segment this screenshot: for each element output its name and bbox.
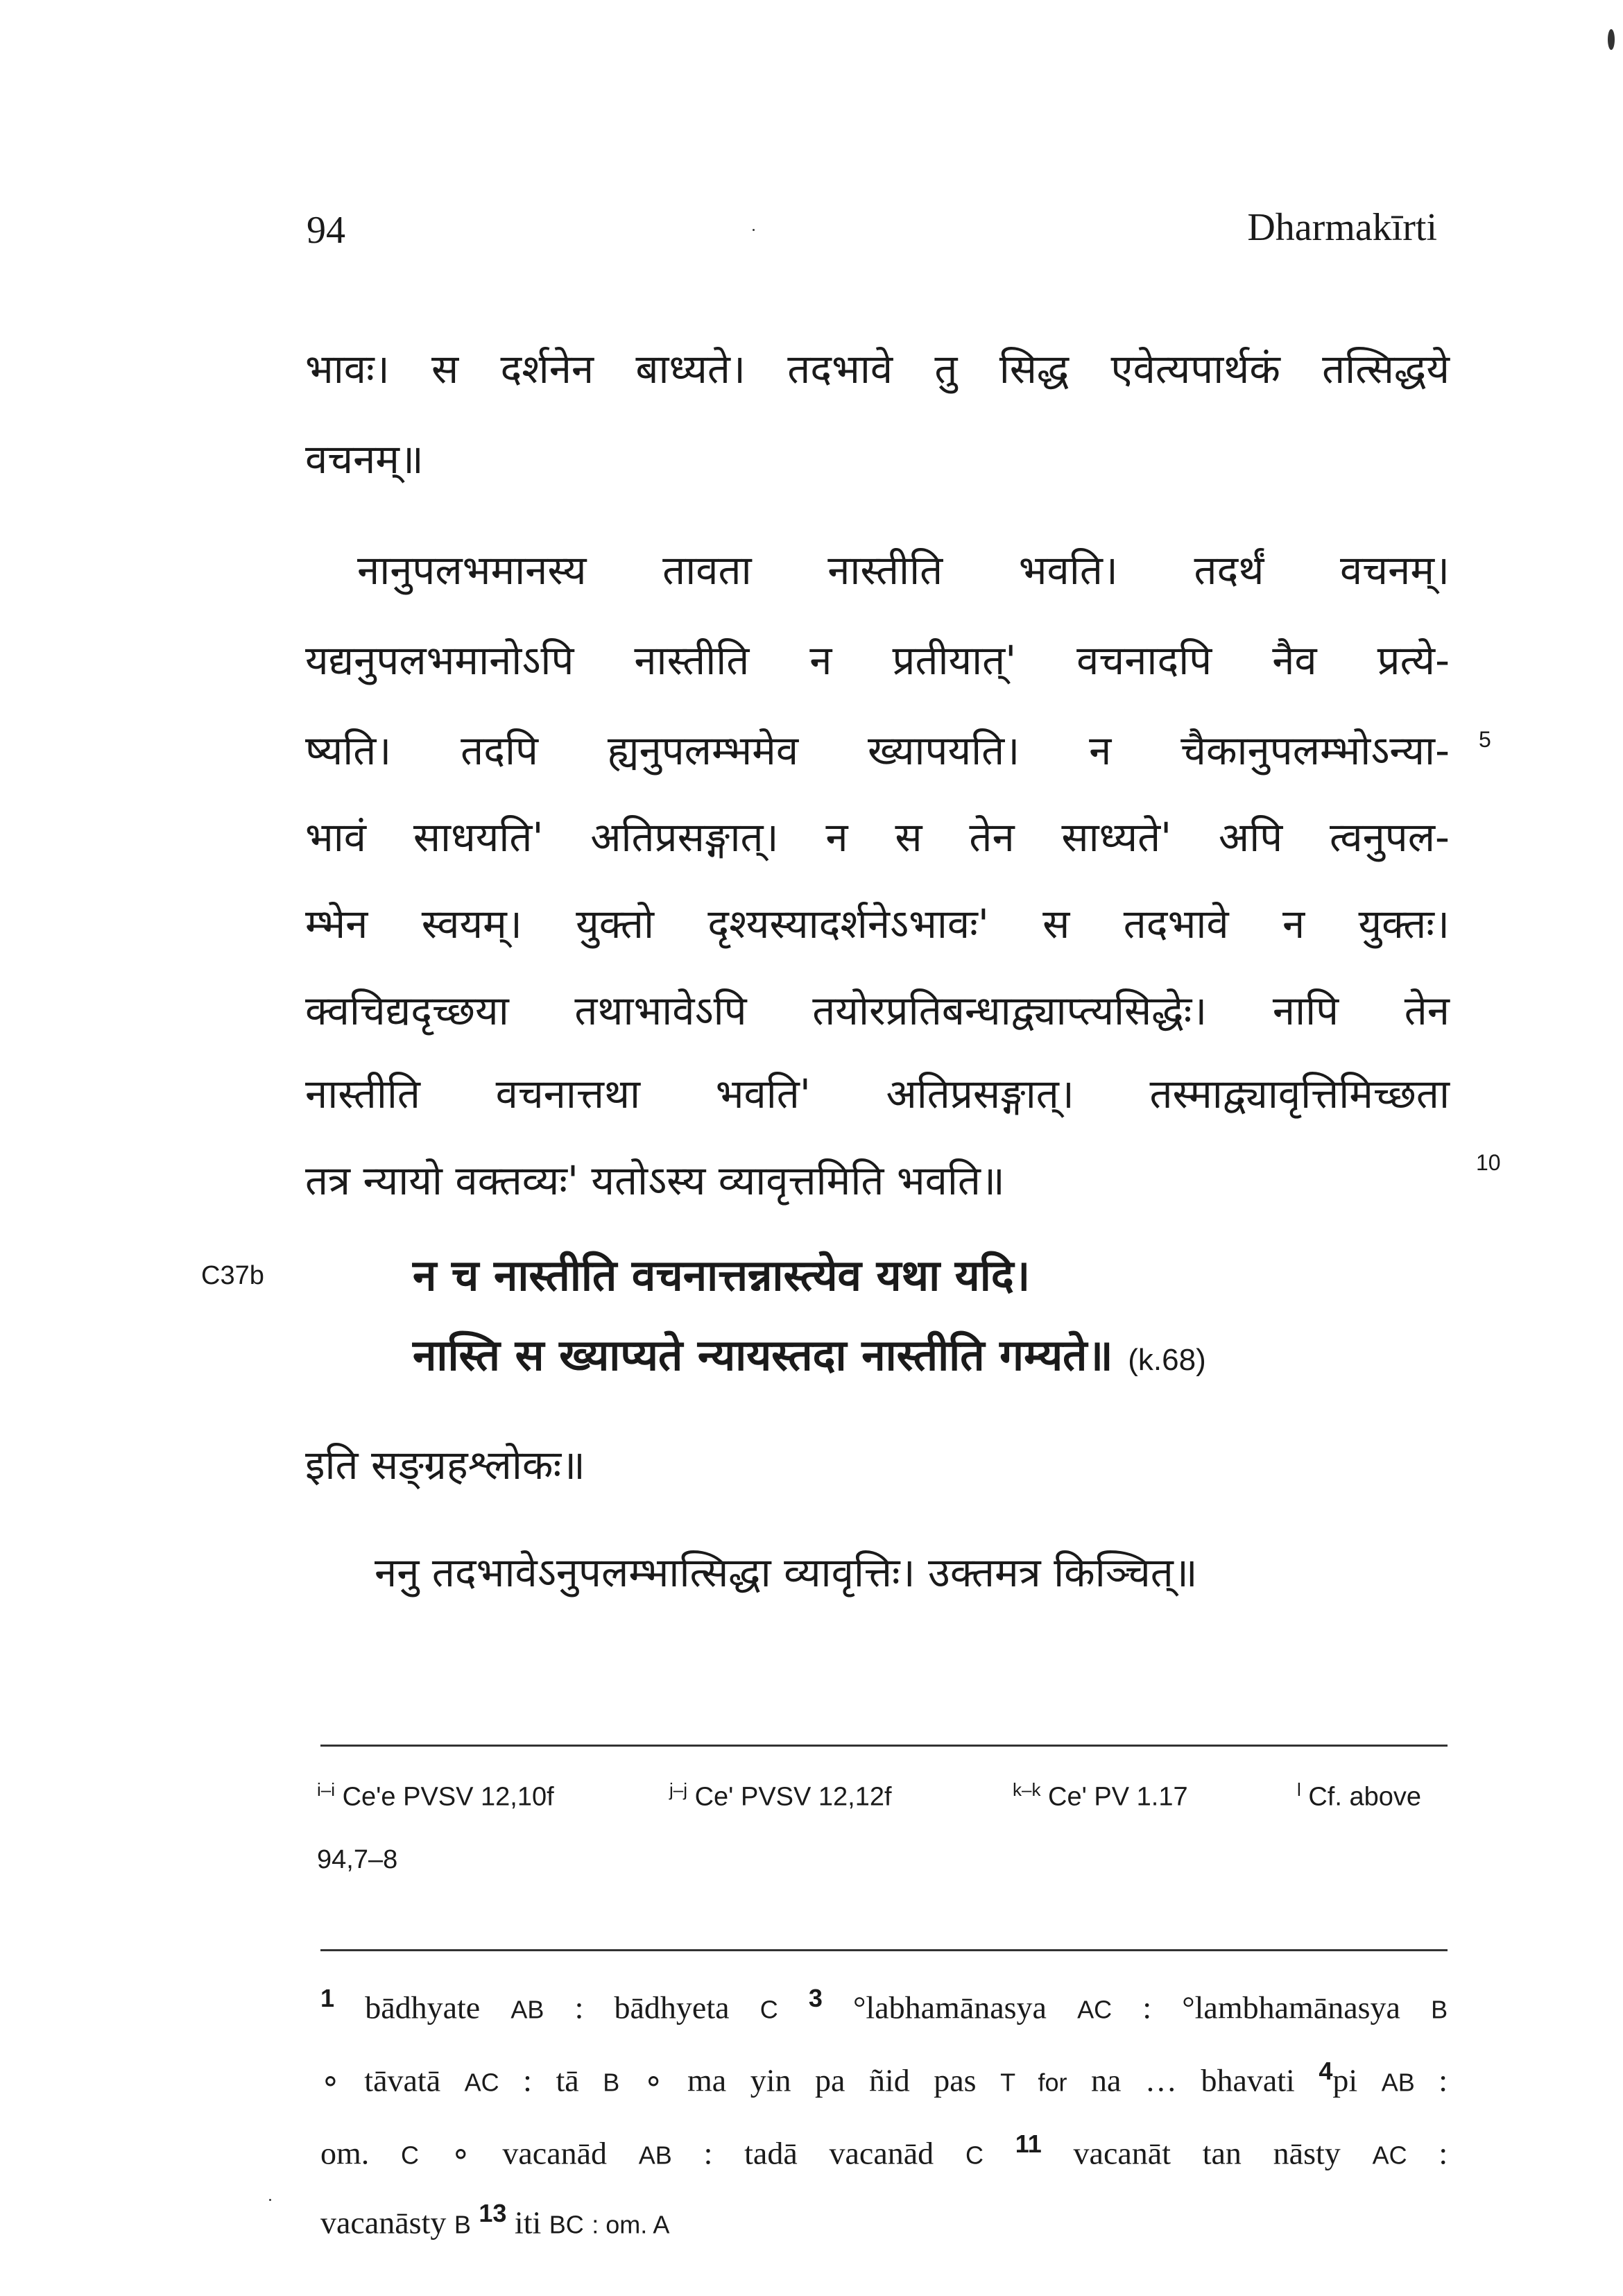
scan-mark xyxy=(1608,29,1615,50)
page-number: 94 xyxy=(307,209,345,252)
variant-line-2: ∘ tāvatā AC : tā B ∘ ma yin pa ñid pas T for na … bhavati $^4$pi AB : xyxy=(320,2057,1448,2098)
variant-line-1: $^1$ bādhyate AB : bādhyeta C $^3$ °labhamānasya AC : °lambhamānasya B xyxy=(320,1984,1448,2025)
variants-rule xyxy=(320,1949,1448,1951)
verse-line-2 xyxy=(413,1325,1206,1383)
after-verse-line-1: इति सङ्ग्रहश्लोकः॥ xyxy=(305,1441,585,1489)
variant-line-4: vacanāsty B $^{13}$ iti BC : om. A xyxy=(320,2199,670,2241)
line-number-5: 5 xyxy=(1479,727,1491,752)
body-line-9: नास्तीति वचनात्तथा भवति' अतिप्रसङ्गात्। तस्माद्व्यावृत्तिमिच्छता xyxy=(305,1070,1450,1117)
source-note-continuation: 94,7–8 xyxy=(317,1845,398,1874)
body-line-6: भावं साधयति' अतिप्रसङ्गात्। न स तेन साध्यते' अपि त्वनुपल- xyxy=(305,814,1450,861)
body-line-4: यद्यनुपलभमानोऽपि नास्तीति न प्रतीयात्' वचनादपि नैव प्रत्ये- xyxy=(305,637,1450,684)
line-number-10: 10 xyxy=(1476,1150,1501,1175)
body-line-8: क्वचिद्यदृच्छया तथाभावेऽपि तयोरप्रतिबन्धाद्व्याप्त्यसिद्धेः। नापि तेन xyxy=(305,987,1450,1034)
running-title: Dharmakīrti xyxy=(1247,206,1437,249)
verse-reference: (k.68) xyxy=(1128,1343,1206,1377)
after-verse-line-2: ननु तदभावेऽनुपलम्भात्सिद्धा व्यावृत्तिः। उक्तमत्र किञ्चित्॥ xyxy=(375,1549,1198,1596)
body-line-2: वचनम्॥ xyxy=(305,436,424,483)
body-line-7: म्भेन स्वयम्। युक्तो दृश्यस्यादर्शनेऽभावः' स तदभावे न युक्तः। xyxy=(305,900,1450,948)
body-line-10: तत्र न्यायो वक्तव्यः' यतोऽस्य व्यावृत्तमिति भवति॥ xyxy=(305,1157,1005,1204)
verse-line-1: न च नास्तीति वचनात्तन्नास्त्येव यथा यदि। xyxy=(413,1250,1031,1301)
source-note-3: $^{k-k}$ Ce' PV 1.17 xyxy=(1013,1779,1188,1812)
manuscript-siglum: C37b xyxy=(201,1261,264,1290)
source-note-2: $^{j-j}$ Ce' PVSV 12,12f xyxy=(669,1779,892,1812)
apparatus-rule xyxy=(320,1745,1448,1747)
source-note-4: $^l$ Cf. above xyxy=(1297,1779,1421,1812)
scan-speck xyxy=(269,2199,271,2201)
variant-line-3: om. C ∘ vacanād AB : tadā vacanād C $^{11}$ vacanāt tan nāsty AC : xyxy=(320,2130,1448,2171)
body-line-1: भावः। स दर्शनेन बाध्यते। तदभावे तु सिद्ध एवेत्यपार्थकं तत्सिद्धये xyxy=(305,345,1450,393)
body-line-5: ष्यति। तदपि ह्यनुपलम्भमेव ख्यापयति। न चैकानुपलम्भोऽन्या- xyxy=(305,727,1450,774)
scan-speck xyxy=(753,229,755,231)
verse-line-2-text: नास्ति स ख्याप्यते न्यायस्तदा नास्तीति गम्यते॥ xyxy=(413,1330,1113,1380)
source-note-1: $^{i-i}$ Ce'e PVSV 12,10f xyxy=(317,1779,554,1812)
body-line-3: नानुपलभमानस्य तावता नास्तीति भवति। तदर्थं वचनम्। xyxy=(357,547,1450,594)
